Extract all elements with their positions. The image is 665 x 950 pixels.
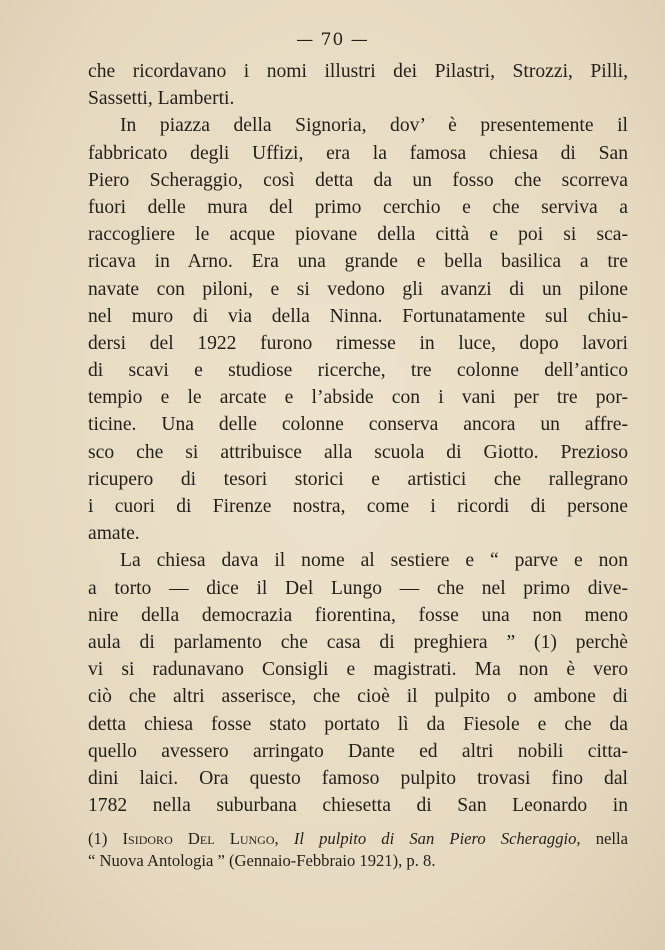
- text-line: di scavi e studiose ricerche, tre colonne dell’antico: [88, 360, 628, 382]
- text-line: vi si radunavano Consigli e magistrati. Ma non è vero: [88, 659, 628, 681]
- page-number: — 70 —: [296, 30, 369, 50]
- text-line: amate.: [88, 523, 140, 545]
- text-line: aula di parlamento che casa di preghiera ” (1) perchè: [88, 631, 628, 653]
- text-line: dersi del 1922 furono rimesse in luce, dopo lavori: [88, 332, 628, 354]
- text-line: fuori delle mura del primo cerchio e che serviva a: [88, 196, 628, 218]
- text-line: nel muro di via della Ninna. Fortunatamente sul chiu-: [88, 305, 628, 327]
- text-line: fabbricato degli Uffizi, era la famosa chiesa di San: [88, 142, 628, 164]
- text-line: In piazza della Signoria, dov’ è presentemente il: [120, 115, 628, 137]
- text-line: sco che si attribuisce alla scuola di Giotto. Prezioso: [88, 441, 628, 463]
- footnote-line: [88, 828, 628, 850]
- text-line: Sassetti, Lamberti.: [88, 88, 235, 110]
- footnote-after-title: nella: [595, 829, 628, 848]
- text-line: tempio e le arcate e l’abside con i vani per tre por-: [88, 387, 628, 409]
- footnote-title: Il pulpito di San Piero Scheraggio,: [293, 829, 581, 848]
- text-line: che ricordavano i nomi illustri dei Pilastri, Strozzi, Pilli,: [88, 61, 628, 82]
- text-line: La chiesa dava il nome al sestiere e “ parve e non: [120, 550, 628, 572]
- text-line: ciò che altri asserisce, che cioè il pulpito o ambone di: [88, 686, 628, 708]
- text-line: ricupero di tesori storici e artistici che rallegrano: [88, 468, 628, 490]
- text-line: 1782 nella suburbana chiesetta di San Leonardo in: [88, 795, 628, 817]
- footnote-author: Isidoro Del Lungo,: [122, 829, 279, 848]
- footnote-line: “ Nuova Antologia ” (Gennaio-Febbraio 1921), p. 8.: [88, 851, 436, 870]
- text-line: dini laici. Ora questo famoso pulpito trovasi fino dal: [88, 767, 628, 789]
- text-line: a torto — dice il Del Lungo — che nel primo dive-: [88, 577, 628, 599]
- text-line: ticine. Una delle colonne conserva ancora un affre-: [88, 414, 628, 436]
- text-line: Piero Scheraggio, così detta da un fosso che scorreva: [88, 169, 628, 191]
- footnote: [88, 828, 628, 872]
- footnote-marker: (1): [88, 829, 108, 848]
- body-text: [88, 58, 628, 819]
- text-line: raccogliere le acque piovane della città e poi si sca-: [88, 224, 628, 246]
- text-line: ricava in Arno. Era una grande e bella basilica a tre: [88, 251, 628, 273]
- text-line: quello avessero arringato Dante ed altri nobili citta-: [88, 740, 628, 762]
- text-line: nire della democrazia fiorentina, fosse una non meno: [88, 604, 628, 626]
- text-line: navate con piloni, e si vedono gli avanzi di un pilone: [88, 278, 628, 300]
- text-line: detta chiesa fosse stato portato lì da Fiesole e che da: [88, 713, 628, 735]
- text-line: i cuori di Firenze nostra, come i ricordi di persone: [88, 496, 628, 517]
